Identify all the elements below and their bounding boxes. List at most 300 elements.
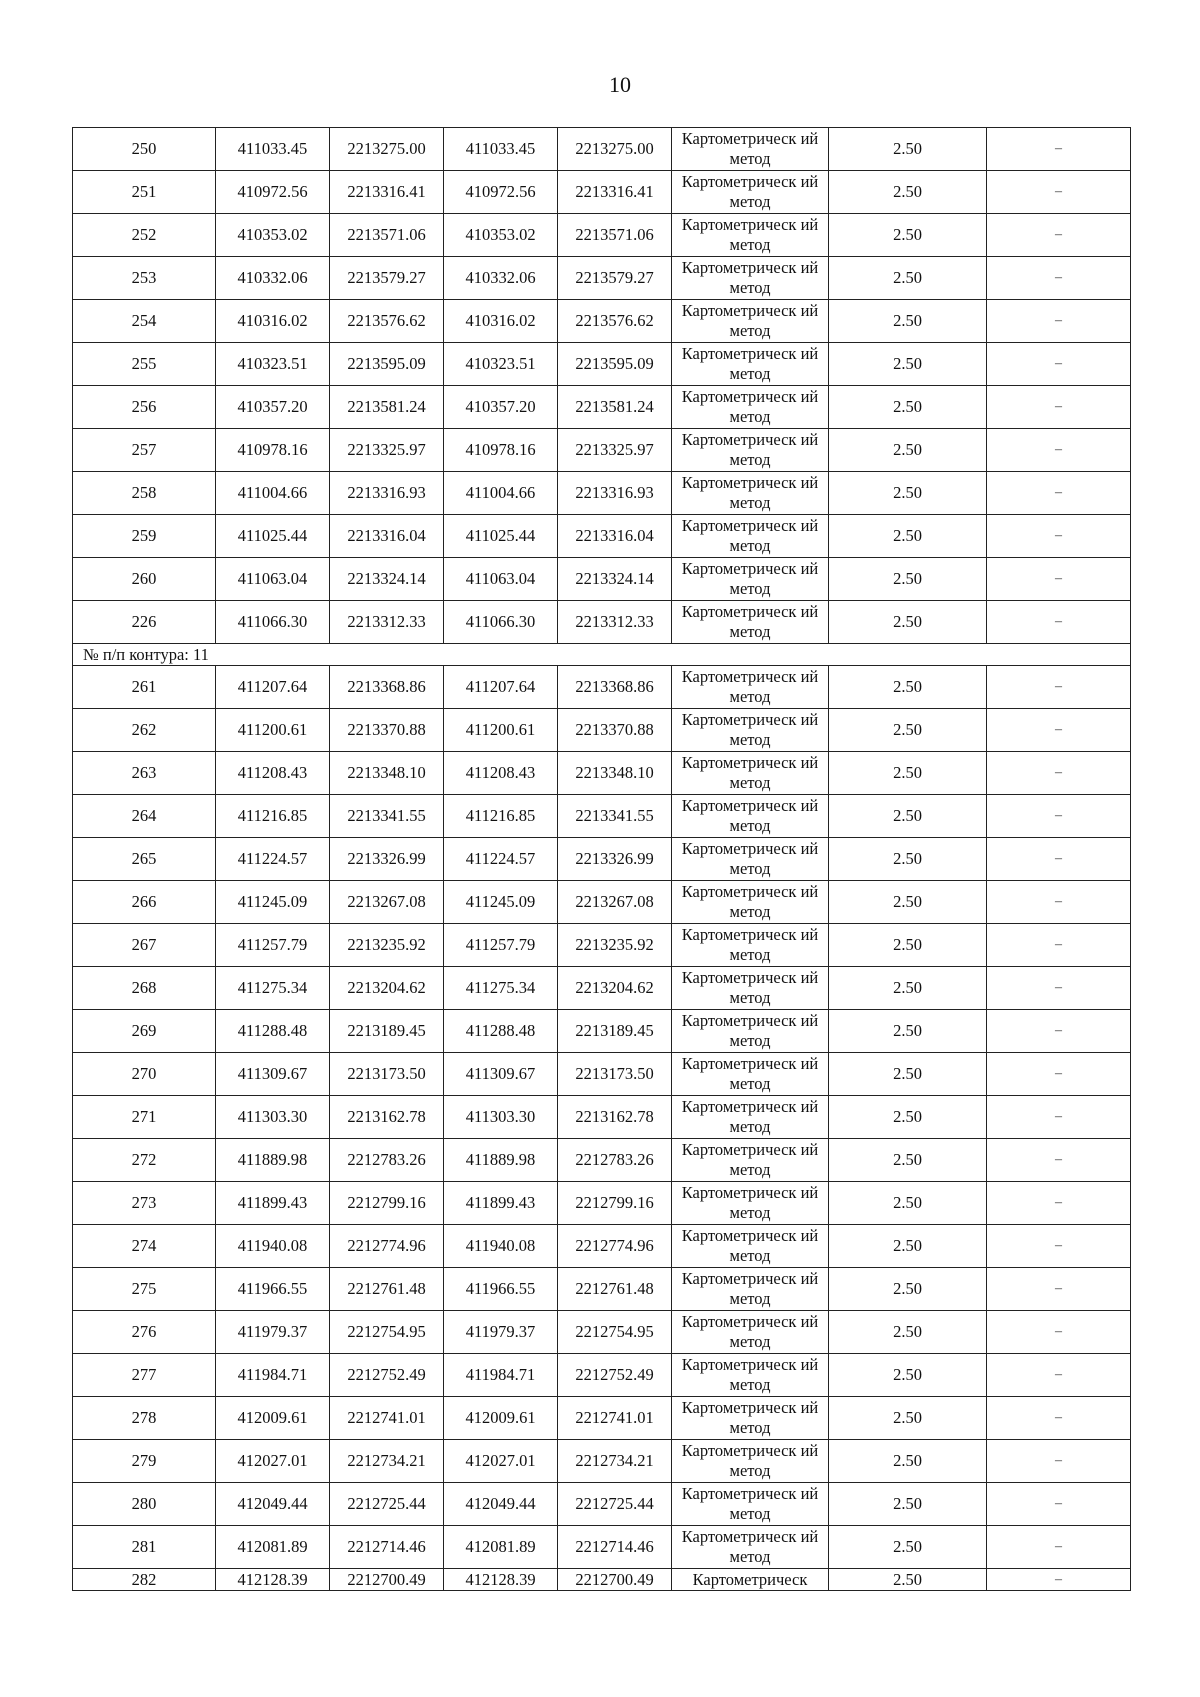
table-row: [73, 214, 1131, 257]
existing-y-cell: 2213595.09: [330, 343, 444, 386]
note-cell: –: [987, 967, 1131, 1010]
table-row: [73, 1483, 1131, 1526]
method-cell: Картометрическ ий метод: [672, 1182, 829, 1225]
note-cell: –: [987, 924, 1131, 967]
precision-cell: 2.50: [829, 128, 987, 171]
refined-y-cell: 2212714.46: [558, 1526, 672, 1569]
method-cell: Картометрическ ий метод: [672, 472, 829, 515]
refined-y-cell: 2213579.27: [558, 257, 672, 300]
existing-y-cell: 2213162.78: [330, 1096, 444, 1139]
existing-x-cell: 411245.09: [216, 881, 330, 924]
existing-x-cell: 411025.44: [216, 515, 330, 558]
existing-x-cell: 412009.61: [216, 1397, 330, 1440]
note-cell: –: [987, 1569, 1131, 1591]
refined-y-cell: 2213316.41: [558, 171, 672, 214]
refined-x-cell: 411208.43: [444, 752, 558, 795]
precision-cell: 2.50: [829, 1139, 987, 1182]
table-row: [73, 386, 1131, 429]
note-cell: –: [987, 881, 1131, 924]
precision-cell: 2.50: [829, 1225, 987, 1268]
refined-x-cell: 411245.09: [444, 881, 558, 924]
point-number-cell: 226: [73, 601, 216, 644]
existing-x-cell: 411940.08: [216, 1225, 330, 1268]
existing-x-cell: 411224.57: [216, 838, 330, 881]
table-row: [73, 1311, 1131, 1354]
method-cell: Картометрическ ий метод: [672, 881, 829, 924]
point-number-cell: 264: [73, 795, 216, 838]
existing-x-cell: 410972.56: [216, 171, 330, 214]
existing-y-cell: 2213316.04: [330, 515, 444, 558]
method-cell: Картометрическ ий метод: [672, 1311, 829, 1354]
refined-x-cell: 411200.61: [444, 709, 558, 752]
existing-y-cell: 2213368.86: [330, 666, 444, 709]
point-number-cell: 251: [73, 171, 216, 214]
refined-x-cell: 411979.37: [444, 1311, 558, 1354]
refined-x-cell: 410357.20: [444, 386, 558, 429]
refined-x-cell: 412027.01: [444, 1440, 558, 1483]
existing-x-cell: 411004.66: [216, 472, 330, 515]
existing-x-cell: 411889.98: [216, 1139, 330, 1182]
refined-x-cell: 411966.55: [444, 1268, 558, 1311]
table-row: [73, 881, 1131, 924]
refined-y-cell: 2213368.86: [558, 666, 672, 709]
coordinates-table: [72, 127, 1131, 1591]
point-number-cell: 250: [73, 128, 216, 171]
refined-y-cell: 2213267.08: [558, 881, 672, 924]
point-number-cell: 259: [73, 515, 216, 558]
refined-y-cell: 2212725.44: [558, 1483, 672, 1526]
method-cell: Картометрическ ий метод: [672, 343, 829, 386]
note-cell: –: [987, 838, 1131, 881]
table-row: [73, 343, 1131, 386]
table-row: [73, 171, 1131, 214]
refined-y-cell: 2213348.10: [558, 752, 672, 795]
existing-y-cell: 2212783.26: [330, 1139, 444, 1182]
note-cell: –: [987, 1096, 1131, 1139]
note-cell: –: [987, 386, 1131, 429]
existing-x-cell: 411066.30: [216, 601, 330, 644]
precision-cell: 2.50: [829, 709, 987, 752]
refined-y-cell: 2213173.50: [558, 1053, 672, 1096]
refined-y-cell: 2213162.78: [558, 1096, 672, 1139]
refined-x-cell: 411257.79: [444, 924, 558, 967]
precision-cell: 2.50: [829, 472, 987, 515]
note-cell: –: [987, 1139, 1131, 1182]
refined-x-cell: 412128.39: [444, 1569, 558, 1591]
method-cell: Картометрическ ий метод: [672, 1139, 829, 1182]
method-cell: Картометрическ ий метод: [672, 795, 829, 838]
method-cell: Картометрическ ий метод: [672, 1225, 829, 1268]
point-number-cell: 254: [73, 300, 216, 343]
existing-y-cell: 2213235.92: [330, 924, 444, 967]
method-cell: Картометрическ ий метод: [672, 1483, 829, 1526]
refined-x-cell: 412081.89: [444, 1526, 558, 1569]
table-row: [73, 924, 1131, 967]
method-cell: Картометрическ ий метод: [672, 558, 829, 601]
refined-y-cell: 2213204.62: [558, 967, 672, 1010]
method-cell: Картометрическ ий метод: [672, 601, 829, 644]
refined-y-cell: 2213571.06: [558, 214, 672, 257]
method-cell: Картометрическ ий метод: [672, 300, 829, 343]
refined-x-cell: 411275.34: [444, 967, 558, 1010]
refined-x-cell: 411025.44: [444, 515, 558, 558]
method-cell: Картометрическ ий метод: [672, 1526, 829, 1569]
method-cell: Картометрическ: [672, 1569, 829, 1591]
note-cell: –: [987, 1397, 1131, 1440]
refined-x-cell: 411224.57: [444, 838, 558, 881]
refined-x-cell: 411216.85: [444, 795, 558, 838]
precision-cell: 2.50: [829, 1311, 987, 1354]
refined-y-cell: 2213325.97: [558, 429, 672, 472]
existing-y-cell: 2212774.96: [330, 1225, 444, 1268]
note-cell: –: [987, 472, 1131, 515]
existing-y-cell: 2212754.95: [330, 1311, 444, 1354]
note-cell: –: [987, 1010, 1131, 1053]
precision-cell: 2.50: [829, 881, 987, 924]
existing-x-cell: 411309.67: [216, 1053, 330, 1096]
refined-x-cell: 410332.06: [444, 257, 558, 300]
table-row: [73, 1354, 1131, 1397]
precision-cell: 2.50: [829, 429, 987, 472]
existing-y-cell: 2213581.24: [330, 386, 444, 429]
refined-y-cell: 2212774.96: [558, 1225, 672, 1268]
point-number-cell: 261: [73, 666, 216, 709]
existing-x-cell: 411033.45: [216, 128, 330, 171]
table-row: [73, 257, 1131, 300]
table-row: [73, 1569, 1131, 1591]
existing-y-cell: 2213316.93: [330, 472, 444, 515]
point-number-cell: 260: [73, 558, 216, 601]
note-cell: –: [987, 1225, 1131, 1268]
refined-y-cell: 2213326.99: [558, 838, 672, 881]
existing-y-cell: 2212752.49: [330, 1354, 444, 1397]
refined-x-cell: 410323.51: [444, 343, 558, 386]
method-cell: Картометрическ ий метод: [672, 666, 829, 709]
note-cell: –: [987, 601, 1131, 644]
refined-x-cell: 411066.30: [444, 601, 558, 644]
existing-y-cell: 2213316.41: [330, 171, 444, 214]
precision-cell: 2.50: [829, 601, 987, 644]
note-cell: –: [987, 1483, 1131, 1526]
note-cell: –: [987, 666, 1131, 709]
method-cell: Картометрическ ий метод: [672, 1268, 829, 1311]
refined-y-cell: 2213576.62: [558, 300, 672, 343]
method-cell: Картометрическ ий метод: [672, 515, 829, 558]
refined-x-cell: 411288.48: [444, 1010, 558, 1053]
refined-y-cell: 2213235.92: [558, 924, 672, 967]
existing-y-cell: 2213325.97: [330, 429, 444, 472]
precision-cell: 2.50: [829, 1354, 987, 1397]
refined-y-cell: 2213316.04: [558, 515, 672, 558]
point-number-cell: 252: [73, 214, 216, 257]
note-cell: –: [987, 171, 1131, 214]
refined-y-cell: 2212700.49: [558, 1569, 672, 1591]
precision-cell: 2.50: [829, 752, 987, 795]
method-cell: Картометрическ ий метод: [672, 838, 829, 881]
point-number-cell: 278: [73, 1397, 216, 1440]
existing-y-cell: 2213312.33: [330, 601, 444, 644]
refined-x-cell: 411889.98: [444, 1139, 558, 1182]
precision-cell: 2.50: [829, 558, 987, 601]
refined-y-cell: 2212783.26: [558, 1139, 672, 1182]
refined-x-cell: 412049.44: [444, 1483, 558, 1526]
refined-x-cell: 411063.04: [444, 558, 558, 601]
existing-x-cell: 410357.20: [216, 386, 330, 429]
table-row: [73, 515, 1131, 558]
refined-y-cell: 2213581.24: [558, 386, 672, 429]
point-number-cell: 274: [73, 1225, 216, 1268]
existing-x-cell: 410332.06: [216, 257, 330, 300]
existing-x-cell: 411200.61: [216, 709, 330, 752]
existing-y-cell: 2212734.21: [330, 1440, 444, 1483]
existing-y-cell: 2213370.88: [330, 709, 444, 752]
note-cell: –: [987, 1440, 1131, 1483]
table-row: [73, 300, 1131, 343]
refined-y-cell: 2213341.55: [558, 795, 672, 838]
point-number-cell: 255: [73, 343, 216, 386]
existing-x-cell: 411303.30: [216, 1096, 330, 1139]
point-number-cell: 275: [73, 1268, 216, 1311]
point-number-cell: 263: [73, 752, 216, 795]
precision-cell: 2.50: [829, 1182, 987, 1225]
point-number-cell: 258: [73, 472, 216, 515]
contour-label: № п/п контура: 11: [73, 644, 1131, 666]
table-row: [73, 1440, 1131, 1483]
table-row: [73, 838, 1131, 881]
refined-y-cell: 2213595.09: [558, 343, 672, 386]
table-row: [73, 472, 1131, 515]
table-row: [73, 795, 1131, 838]
point-number-cell: 262: [73, 709, 216, 752]
method-cell: Картометрическ ий метод: [672, 1053, 829, 1096]
precision-cell: 2.50: [829, 1397, 987, 1440]
precision-cell: 2.50: [829, 1010, 987, 1053]
method-cell: Картометрическ ий метод: [672, 1397, 829, 1440]
refined-x-cell: 410316.02: [444, 300, 558, 343]
point-number-cell: 277: [73, 1354, 216, 1397]
existing-x-cell: 411899.43: [216, 1182, 330, 1225]
table-row: [73, 558, 1131, 601]
note-cell: –: [987, 752, 1131, 795]
point-number-cell: 281: [73, 1526, 216, 1569]
point-number-cell: 266: [73, 881, 216, 924]
method-cell: Картометрическ ий метод: [672, 1440, 829, 1483]
existing-x-cell: 411207.64: [216, 666, 330, 709]
note-cell: –: [987, 558, 1131, 601]
refined-x-cell: 411303.30: [444, 1096, 558, 1139]
note-cell: –: [987, 1182, 1131, 1225]
method-cell: Картометрическ ий метод: [672, 128, 829, 171]
precision-cell: 2.50: [829, 257, 987, 300]
existing-x-cell: 411257.79: [216, 924, 330, 967]
existing-y-cell: 2213576.62: [330, 300, 444, 343]
existing-x-cell: 411275.34: [216, 967, 330, 1010]
refined-y-cell: 2212741.01: [558, 1397, 672, 1440]
refined-x-cell: 411207.64: [444, 666, 558, 709]
existing-x-cell: 410316.02: [216, 300, 330, 343]
note-cell: –: [987, 257, 1131, 300]
method-cell: Картометрическ ий метод: [672, 257, 829, 300]
table-row: [73, 1397, 1131, 1440]
point-number-cell: 282: [73, 1569, 216, 1591]
refined-x-cell: 411033.45: [444, 128, 558, 171]
method-cell: Картометрическ ий метод: [672, 1354, 829, 1397]
point-number-cell: 267: [73, 924, 216, 967]
refined-y-cell: 2212734.21: [558, 1440, 672, 1483]
note-cell: –: [987, 1268, 1131, 1311]
method-cell: Картометрическ ий метод: [672, 171, 829, 214]
table-row: [73, 752, 1131, 795]
existing-y-cell: 2212700.49: [330, 1569, 444, 1591]
existing-x-cell: 411984.71: [216, 1354, 330, 1397]
existing-x-cell: 412027.01: [216, 1440, 330, 1483]
precision-cell: 2.50: [829, 1483, 987, 1526]
existing-x-cell: 411966.55: [216, 1268, 330, 1311]
note-cell: –: [987, 515, 1131, 558]
note-cell: –: [987, 429, 1131, 472]
method-cell: Картометрическ ий метод: [672, 924, 829, 967]
refined-x-cell: 411940.08: [444, 1225, 558, 1268]
existing-y-cell: 2213267.08: [330, 881, 444, 924]
existing-x-cell: 412128.39: [216, 1569, 330, 1591]
existing-x-cell: 411288.48: [216, 1010, 330, 1053]
table-body: [73, 128, 1131, 1591]
existing-x-cell: 412081.89: [216, 1526, 330, 1569]
note-cell: –: [987, 300, 1131, 343]
existing-y-cell: 2212725.44: [330, 1483, 444, 1526]
table-row: [73, 1010, 1131, 1053]
precision-cell: 2.50: [829, 1526, 987, 1569]
refined-x-cell: 410353.02: [444, 214, 558, 257]
table-row: [73, 1526, 1131, 1569]
point-number-cell: 272: [73, 1139, 216, 1182]
precision-cell: 2.50: [829, 515, 987, 558]
table-row: [73, 1139, 1131, 1182]
note-cell: –: [987, 343, 1131, 386]
table-row: [73, 967, 1131, 1010]
note-cell: –: [987, 1053, 1131, 1096]
refined-y-cell: 2212752.49: [558, 1354, 672, 1397]
method-cell: Картометрическ ий метод: [672, 386, 829, 429]
point-number-cell: 269: [73, 1010, 216, 1053]
table-row: [73, 601, 1131, 644]
existing-y-cell: 2213204.62: [330, 967, 444, 1010]
precision-cell: 2.50: [829, 924, 987, 967]
method-cell: Картометрическ ий метод: [672, 967, 829, 1010]
refined-x-cell: 411004.66: [444, 472, 558, 515]
refined-y-cell: 2213316.93: [558, 472, 672, 515]
refined-y-cell: 2213324.14: [558, 558, 672, 601]
refined-x-cell: 412009.61: [444, 1397, 558, 1440]
refined-y-cell: 2212754.95: [558, 1311, 672, 1354]
existing-y-cell: 2213324.14: [330, 558, 444, 601]
point-number-cell: 271: [73, 1096, 216, 1139]
existing-x-cell: 410353.02: [216, 214, 330, 257]
point-number-cell: 265: [73, 838, 216, 881]
refined-x-cell: 411984.71: [444, 1354, 558, 1397]
existing-x-cell: 411208.43: [216, 752, 330, 795]
existing-y-cell: 2213326.99: [330, 838, 444, 881]
point-number-cell: 270: [73, 1053, 216, 1096]
refined-x-cell: 410972.56: [444, 171, 558, 214]
refined-y-cell: 2213189.45: [558, 1010, 672, 1053]
table-row: [73, 128, 1131, 171]
note-cell: –: [987, 1311, 1131, 1354]
method-cell: Картометрическ ий метод: [672, 752, 829, 795]
precision-cell: 2.50: [829, 214, 987, 257]
precision-cell: 2.50: [829, 1569, 987, 1591]
note-cell: –: [987, 1526, 1131, 1569]
refined-y-cell: 2213370.88: [558, 709, 672, 752]
existing-x-cell: 412049.44: [216, 1483, 330, 1526]
note-cell: –: [987, 709, 1131, 752]
refined-x-cell: 411899.43: [444, 1182, 558, 1225]
precision-cell: 2.50: [829, 967, 987, 1010]
existing-y-cell: 2212761.48: [330, 1268, 444, 1311]
note-cell: –: [987, 1354, 1131, 1397]
table-row: [73, 1053, 1131, 1096]
point-number-cell: 253: [73, 257, 216, 300]
refined-y-cell: 2213275.00: [558, 128, 672, 171]
point-number-cell: 273: [73, 1182, 216, 1225]
point-number-cell: 257: [73, 429, 216, 472]
precision-cell: 2.50: [829, 795, 987, 838]
table-row: [73, 666, 1131, 709]
existing-y-cell: 2213189.45: [330, 1010, 444, 1053]
refined-x-cell: 411309.67: [444, 1053, 558, 1096]
method-cell: Картометрическ ий метод: [672, 1096, 829, 1139]
existing-x-cell: 410323.51: [216, 343, 330, 386]
precision-cell: 2.50: [829, 838, 987, 881]
existing-y-cell: 2213579.27: [330, 257, 444, 300]
existing-x-cell: 411216.85: [216, 795, 330, 838]
precision-cell: 2.50: [829, 171, 987, 214]
refined-x-cell: 410978.16: [444, 429, 558, 472]
existing-y-cell: 2213173.50: [330, 1053, 444, 1096]
method-cell: Картометрическ ий метод: [672, 709, 829, 752]
existing-y-cell: 2212714.46: [330, 1526, 444, 1569]
existing-y-cell: 2213341.55: [330, 795, 444, 838]
precision-cell: 2.50: [829, 1096, 987, 1139]
contour-header-row: [73, 644, 1131, 666]
method-cell: Картометрическ ий метод: [672, 1010, 829, 1053]
table-row: [73, 429, 1131, 472]
note-cell: –: [987, 214, 1131, 257]
table-row: [73, 1096, 1131, 1139]
note-cell: –: [987, 795, 1131, 838]
table-row: [73, 1182, 1131, 1225]
point-number-cell: 276: [73, 1311, 216, 1354]
point-number-cell: 268: [73, 967, 216, 1010]
precision-cell: 2.50: [829, 666, 987, 709]
refined-y-cell: 2212761.48: [558, 1268, 672, 1311]
precision-cell: 2.50: [829, 1440, 987, 1483]
refined-y-cell: 2212799.16: [558, 1182, 672, 1225]
table-row: [73, 1268, 1131, 1311]
existing-y-cell: 2213571.06: [330, 214, 444, 257]
point-number-cell: 256: [73, 386, 216, 429]
table-row: [73, 709, 1131, 752]
existing-y-cell: 2213348.10: [330, 752, 444, 795]
existing-x-cell: 410978.16: [216, 429, 330, 472]
page-number: 10: [609, 72, 631, 97]
table-row: [73, 1225, 1131, 1268]
existing-y-cell: 2212741.01: [330, 1397, 444, 1440]
precision-cell: 2.50: [829, 386, 987, 429]
precision-cell: 2.50: [829, 1053, 987, 1096]
point-number-cell: 279: [73, 1440, 216, 1483]
note-cell: –: [987, 128, 1131, 171]
